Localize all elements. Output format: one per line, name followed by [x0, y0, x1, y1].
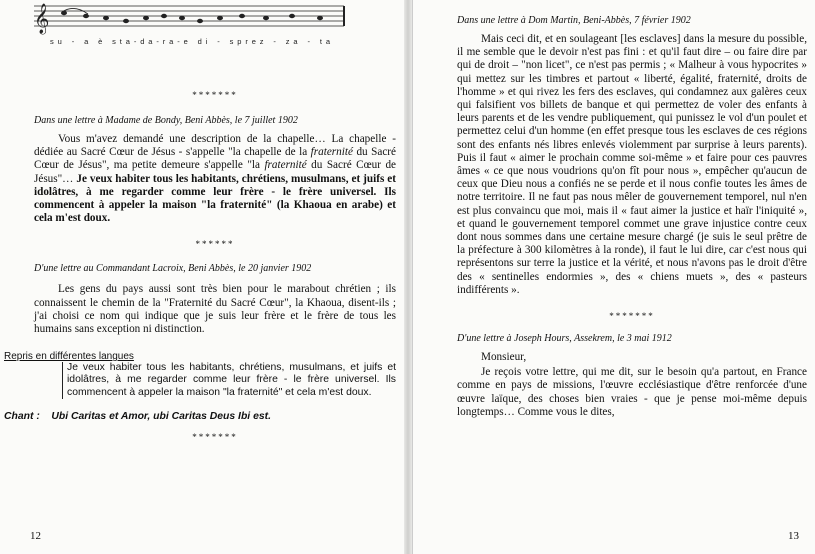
- section-heading: Dans une lettre à Madame de Bondy, Beni Abbès, le 7 juillet 1902: [34, 115, 298, 126]
- salutation: Monsieur,: [481, 351, 527, 364]
- chant-line: Chant : Ubi Caritas et Amor, ubi Caritas Deus Ibi est.: [4, 410, 271, 422]
- left-page: [0, 0, 404, 554]
- page-number: 12: [30, 530, 41, 542]
- music-notation: [34, 0, 354, 52]
- book-gutter: [404, 0, 412, 554]
- music-staff: [34, 0, 354, 52]
- section-heading: D'une lettre à Joseph Hours, Assekrem, le 3 mai 1912: [457, 333, 672, 345]
- separator-stars: ******: [195, 239, 235, 250]
- repris-text-block: Je veux habiter tous les habitants, chrétiens, musulmans, et juifs et idolâtres, à me regarder comme leur frère - le frère universel. Ils commencent à appeler la maison "la fraternité" et cela m'est doux.: [62, 362, 396, 399]
- section-heading: D'une lettre au Commandant Lacroix, Beni Abbès, le 20 janvier 1902: [34, 263, 312, 275]
- paragraph: Mais ceci dit, et en soulageant [les esclaves] dans la mesure du possible, il me semble que le devoir n'est pas fini : et qu'il faut dire – ou faire dire par qui de droit – "non licet", ce n'est pas permis ; « Malheur à vous hypocrites » qui mettez sur les timbres et partout « liberté, égalité, fraternité, droits de l'homme » et qui rivez les fers des esclaves, qui condamnez aux galères ceux qui falsifient vos billets de banque et qui permettez de voler des enfants à leurs parents et de les vendre publiquement, qui punissez le vol d'un poulet et permettez celui d'un homme (en effet presque tous les esclaves de ces régions sont des enfants nés libres enlevés violemment par surprise à leurs parents). Puis il faut « aimer le prochain comme soi-même » et faire pour ces pauvres âmes « ce que nous voudrions qu'on fît pour nous », empêcher qu'aucun de ceux que Dieu nous a confiés ne se perde et il nous confie toutes les âmes de notre territoire. Il ne faut pas nous mêler de gouvernement temporel, nul n'en est plus convaincu que moi, mais il « faut aimer la justice et haïr l'iniquité », et quand le gouvernement temporel commet une grave injustice contre ceux dont nous sommes dans une certaine mesure chargé (je suis le seul prêtre de la préfecture à 300 kilomètres à la ronde), il faut le lui dire, car c'est nous qui représentons sur terre la justice et la vérité, et nous n'avons pas le droit d'être des « sentinelles endormies », des « chiens muets », des « pasteurs indifférents ».: [457, 33, 807, 296]
- paragraph: Vous m'avez demandé une description de la chapelle… La chapelle - dédiée au Sacré Cœur de Jésus - s'appelle "la chapelle de la fraternité du Sacré Cœur de Jésus", ma petite demeure s'appelle "la fraternité du Sacré Cœur de Jésus"… Je veux habiter tous les habitants, chrétiens, musulmans, et juifs et idolâtres, à me regarder comme leur frère - le frère universel. Ils commencent à appeler la maison "la fraternité" (la Khaoua en arabe) et cela m'est doux.: [34, 133, 396, 225]
- paragraph: Je reçois votre lettre, qui me dit, sur le besoin qu'a partout, en France comme en pays de missions, l'œuvre ecclésiastique d'être renforcée d'une œuvre laïque, des choses bien vraies - que je pense moi-même depuis longtemps… Comme vous le dites,: [457, 366, 807, 418]
- page-number: 13: [788, 530, 799, 542]
- svg-text:𝄞: 𝄞: [34, 4, 50, 34]
- music-lyrics: su - a è sta-da-ra-e di - sprez - za - ta: [50, 37, 330, 46]
- right-page: [412, 0, 815, 554]
- repris-label: Repris en différentes langues: [4, 351, 134, 363]
- paragraph: Les gens du pays aussi sont très bien pour le marabout chrétien ; ils connaissent le chemin de la "Fraternité du Sacré Cœur", la Khaoua, disent-ils ; j'ai choisi ce nom qui indique que je suis leur frère et le frère de tous les humains sans exception ni distinction.: [34, 283, 396, 336]
- section-heading: Dans une lettre à Dom Martin, Beni-Abbès, 7 février 1902: [457, 15, 691, 26]
- separator-stars: *******: [609, 311, 655, 322]
- separator-stars: *******: [192, 90, 238, 100]
- separator-stars: *******: [192, 431, 238, 442]
